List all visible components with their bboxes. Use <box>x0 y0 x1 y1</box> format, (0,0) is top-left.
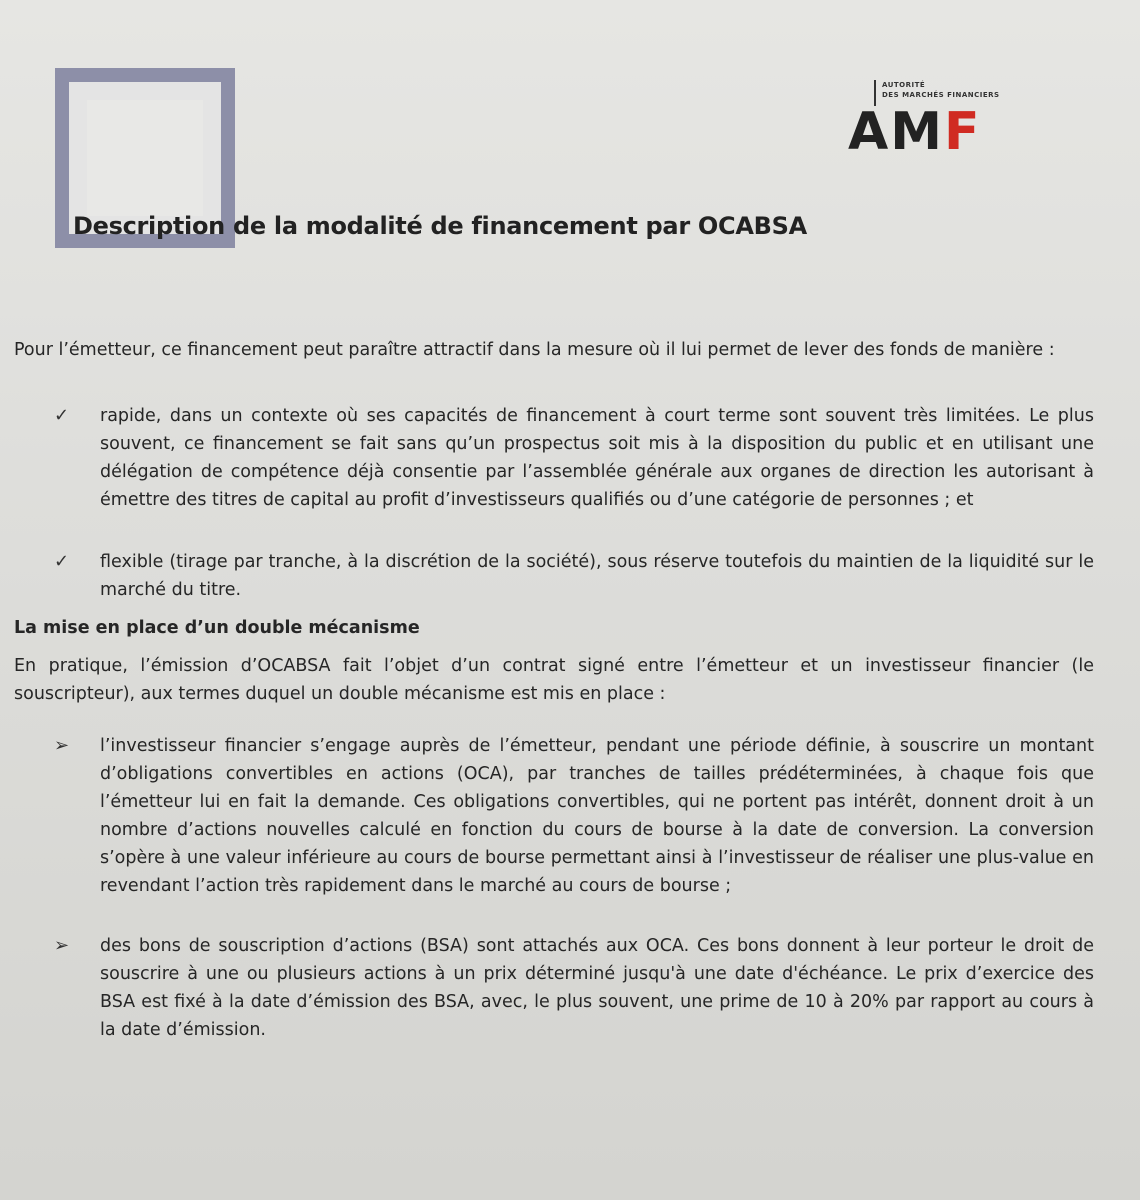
document-title: Description de la modalité de financement par OCABSA <box>73 212 807 240</box>
logo-subtitle-line2: DES MARCHÉS FINANCIERS <box>882 91 1000 99</box>
check-item <box>14 548 1094 604</box>
amf-logo <box>848 76 1038 166</box>
section-heading: La mise en place d’un double mécanisme <box>14 618 420 638</box>
check-item-text: flexible (tirage par tranche, à la discrétion de la société), sous réserve toutefois du maintien de la liquidité sur le marché du titre. <box>100 552 1094 600</box>
arrow-bullet-icon: ➢ <box>54 735 70 756</box>
arrow-bullet-icon: ➢ <box>54 935 70 956</box>
logo-wordmark <box>848 102 982 162</box>
arrow-item-text: des bons de souscription d’actions (BSA) sont attachés aux OCA. Ces bons donnent à leur porteur le droit de souscrire à une ou plusieurs actions à un prix déterminé jusqu'à une date d'échéance. Le prix d’exercice des BSA est fixé à la date d’émission des BSA, avec, le plus souvent, une prime de 10 à 20% par rapport au cours à la date d’émission. <box>100 936 1094 1040</box>
check-item-text: rapide, dans un contexte où ses capacités de financement à court terme sont souvent très limitées. Le plus souvent, ce financement se fait sans qu’un prospectus soit mis à la disposition du public et en utilisant une délégation de compétence déjà consentie par l’assemblée générale aux organes de direction les autorisant à émettre des titres de capital au profit d’investisseurs qualifiés ou d’une catégorie de personnes ; et <box>100 406 1094 510</box>
logo-letter-m: M <box>890 102 944 162</box>
arrow-item <box>14 932 1094 1044</box>
check-icon: ✓ <box>54 551 70 572</box>
logo-subtitle-line1: AUTORITÉ <box>882 81 926 89</box>
logo-letter-a: A <box>848 102 891 162</box>
decorative-square-inner <box>87 100 203 216</box>
logo-subtitle <box>882 80 1000 100</box>
check-item <box>14 402 1094 514</box>
intro-paragraph: Pour l’émetteur, ce financement peut paraître attractif dans la mesure où il lui permet de lever des fonds de manière : <box>14 340 1055 360</box>
arrow-item <box>14 732 1094 900</box>
logo-letter-f: F <box>944 102 982 162</box>
section-intro-paragraph: En pratique, l’émission d’OCABSA fait l’objet d’un contrat signé entre l’émetteur et un investisseur financier (le souscripteur), aux termes duquel un double mécanisme est mis en place : <box>14 656 1094 704</box>
document-body <box>14 336 1094 1044</box>
arrow-item-text: l’investisseur financier s’engage auprès de l’émetteur, pendant une période définie, à souscrire un montant d’obligations convertibles en actions (OCA), par tranches de tailles prédéterminées, à chaque fois que l’émetteur lui en fait la demande. Ces obligations convertibles, qui ne portent pas intérêt, donnent droit à un nombre d’actions nouvelles calculé en fonction du cours de bourse à la date de conversion. La conversion s’opère à une valeur inférieure au cours de bourse permettant ainsi à l’investisseur de réaliser une plus-value en revendant l’action très rapidement dans le marché au cours de bourse ; <box>100 736 1094 896</box>
check-icon: ✓ <box>54 405 70 426</box>
